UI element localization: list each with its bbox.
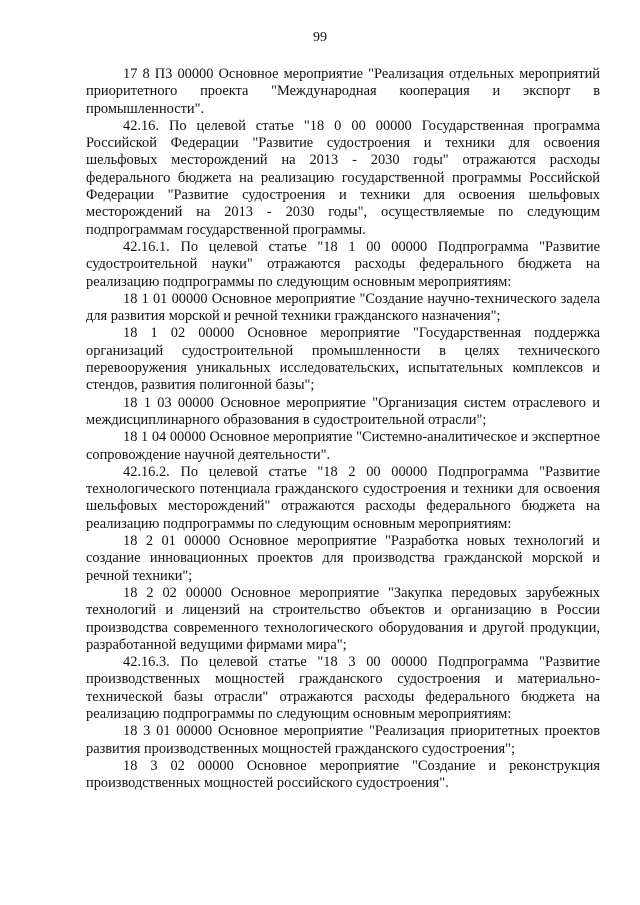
paragraph-10: 18 2 02 00000 Основное мероприятие "Закупка передовых зарубежных технологий и лицензий на строительство объектов и организацию в России производства современного технологического оборудования и другой продукции, разработанной ведущими фирмами мира"; <box>86 584 600 653</box>
paragraph-3: 42.16.1. По целевой статье "18 1 00 00000 Подпрограмма "Развитие судостроительной науки" отражаются расходы федерального бюджета на реализацию подпрограммы по следующим основным мероприятиям: <box>86 238 600 290</box>
paragraph-12: 18 3 01 00000 Основное мероприятие "Реализация приоритетных проектов развития производственных мощностей гражданского судостроения"; <box>86 723 600 757</box>
paragraph-8: 42.16.2. По целевой статье "18 2 00 00000 Подпрограмма "Развитие технологического потенциала гражданского судостроения и техники для освоения шельфовых месторождений" отражаются расходы федерального бюджета на реализацию подпрограммы по следующим основным мероприятиям: <box>86 463 600 532</box>
document-body <box>86 66 600 792</box>
paragraph-6: 18 1 03 00000 Основное мероприятие "Организация систем отраслевого и междисциплинарного образования в судостроительной отрасли"; <box>86 394 600 428</box>
paragraph-4: 18 1 01 00000 Основное мероприятие "Создание научно-технического задела для развития морской и речной техники гражданского назначения"; <box>86 290 600 325</box>
paragraph-1: 17 8 П3 00000 Основное мероприятие "Реализация отдельных мероприятий приоритетного проекта "Международная кооперация и экспорт в промышленности". <box>86 66 600 117</box>
paragraph-7: 18 1 04 00000 Основное мероприятие "Системно-аналитическое и экспертное сопровождение научной деятельности". <box>86 429 600 463</box>
paragraph-13: 18 3 02 00000 Основное мероприятие "Создание и реконструкция производственных мощностей российского судостроения". <box>86 757 600 792</box>
paragraph-9: 18 2 01 00000 Основное мероприятие "Разработка новых технологий и создание инновационных проектов для производства гражданской морской и речной техники"; <box>86 533 600 584</box>
paragraph-2: 42.16. По целевой статье "18 0 00 00000 Государственная программа Российской Федерации "Развитие судостроения и техники для освоения шельфовых месторождений на 2013 - 2030 годы" отражаются расходы федерального бюджета на реализацию государственной программы Российской Федерации "Развитие судостроения и техники для освоения шельфовых месторождений на 2013 - 2030 годы", осуществляемые по следующим подпрограммам государственной программы. <box>86 117 600 238</box>
paragraph-5: 18 1 02 00000 Основное мероприятие "Государственная поддержка организаций судостроительной промышленности в целях технического перевооружения уникальных исследовательских, испытательных комплексов и стендов, развития полигонной базы"; <box>86 325 600 394</box>
paragraph-11: 42.16.3. По целевой статье "18 3 00 00000 Подпрограмма "Развитие производственных мощностей гражданского судостроения и материально-технической базы отрасли" отражаются расходы федерального бюджета на реализацию подпрограммы по следующим основным мероприятиям: <box>86 654 600 722</box>
page-number: 99 <box>313 30 327 45</box>
